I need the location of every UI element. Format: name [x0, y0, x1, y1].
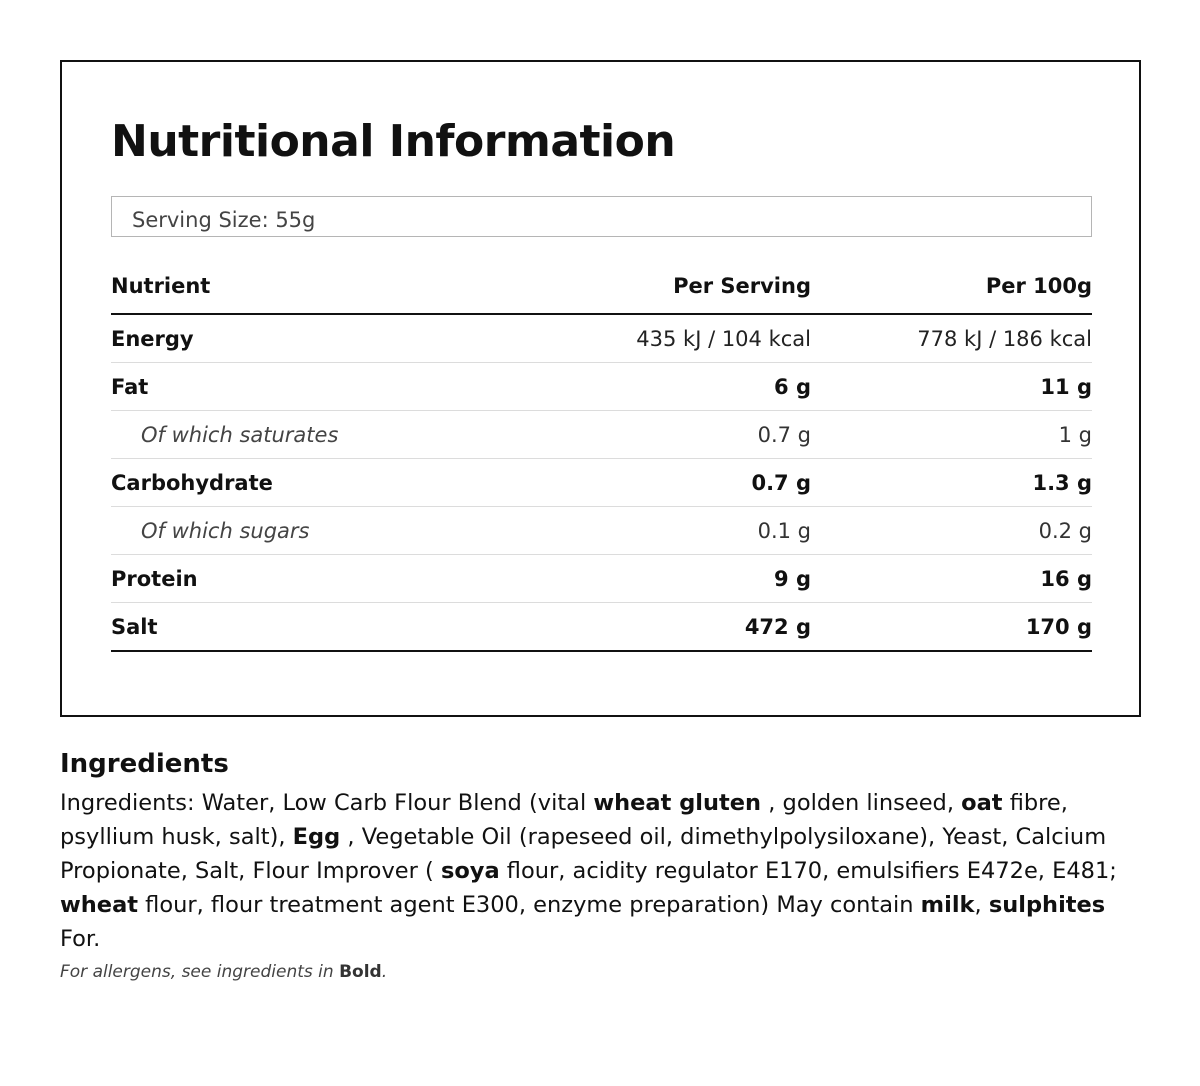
header-per-serving: Per Serving	[531, 257, 811, 314]
per-100g-value: 170 g	[811, 603, 1092, 652]
allergen-note	[60, 962, 387, 982]
table-row-fat	[111, 363, 1092, 411]
per-serving-value: 9 g	[531, 555, 811, 603]
table-header-row	[111, 257, 1092, 314]
nutrient-name: Carbohydrate	[111, 459, 531, 507]
ingredient-segment: , golden linseed,	[761, 790, 962, 816]
per-serving-value: 0.7 g	[531, 459, 811, 507]
nutrient-name: Salt	[111, 603, 531, 652]
per-serving-value: 6 g	[531, 363, 811, 411]
nutrient-name: Fat	[111, 363, 531, 411]
header-per-100g: Per 100g	[811, 257, 1092, 314]
per-100g-value: 778 kJ / 186 kcal	[811, 314, 1092, 363]
allergen-note-text: For allergens, see ingredients in	[60, 962, 340, 982]
nutrient-name: Energy	[111, 314, 531, 363]
allergen-term: Egg	[292, 824, 341, 850]
per-100g-value: 0.2 g	[811, 507, 1092, 555]
ingredient-segment: , Vegetable Oil (rapeseed oil, dimethylpolysiloxane), Yeast, Calcium Propionate, Salt, Flour Improver (	[60, 824, 1107, 884]
allergen-term: oat	[961, 790, 1003, 816]
allergen-note-suffix: .	[381, 962, 388, 982]
serving-size-box: Serving Size: 55g	[111, 196, 1092, 237]
table-row-salt	[111, 603, 1092, 652]
ingredient-segment: fibre, psyllium husk, salt),	[60, 790, 1068, 850]
ingredient-segment: flour, acidity regulator E170, emulsifiers E472e, E481;	[499, 858, 1117, 884]
ingredients-text	[60, 786, 1140, 956]
allergen-term: milk	[920, 892, 975, 918]
nutrient-name: Protein	[111, 555, 531, 603]
allergen-term: wheat gluten	[593, 790, 762, 816]
per-serving-value: 472 g	[531, 603, 811, 652]
nutrient-name: Of which sugars	[111, 507, 531, 555]
ingredient-segment: Ingredients: Water, Low Carb Flour Blend (vital	[60, 790, 594, 816]
per-100g-value: 1.3 g	[811, 459, 1092, 507]
per-100g-value: 1 g	[811, 411, 1092, 459]
allergen-term: sulphites	[988, 892, 1106, 918]
allergen-term: soya	[440, 858, 500, 884]
per-serving-value: 435 kJ / 104 kcal	[531, 314, 811, 363]
table-row-sugars	[111, 507, 1092, 555]
per-serving-value: 0.1 g	[531, 507, 811, 555]
allergen-term: wheat	[60, 892, 139, 918]
nutrition-panel	[60, 60, 1141, 717]
table-row-saturates	[111, 411, 1092, 459]
per-100g-value: 11 g	[811, 363, 1092, 411]
ingredient-segment: flour, flour treatment agent E300, enzyme preparation) May contain	[138, 892, 921, 918]
allergen-note-bold: Bold	[339, 962, 382, 982]
table-row-energy	[111, 314, 1092, 363]
header-nutrient: Nutrient	[111, 257, 531, 314]
table-row-carbohydrate	[111, 459, 1092, 507]
nutrition-title: Nutritional Information	[111, 116, 676, 167]
nutrition-table	[111, 257, 1092, 652]
ingredient-segment: For.	[60, 926, 101, 952]
per-serving-value: 0.7 g	[531, 411, 811, 459]
nutrient-name: Of which saturates	[111, 411, 531, 459]
per-100g-value: 16 g	[811, 555, 1092, 603]
table-row-protein	[111, 555, 1092, 603]
ingredient-segment: ,	[974, 892, 989, 918]
ingredients-heading: Ingredients	[60, 749, 229, 779]
